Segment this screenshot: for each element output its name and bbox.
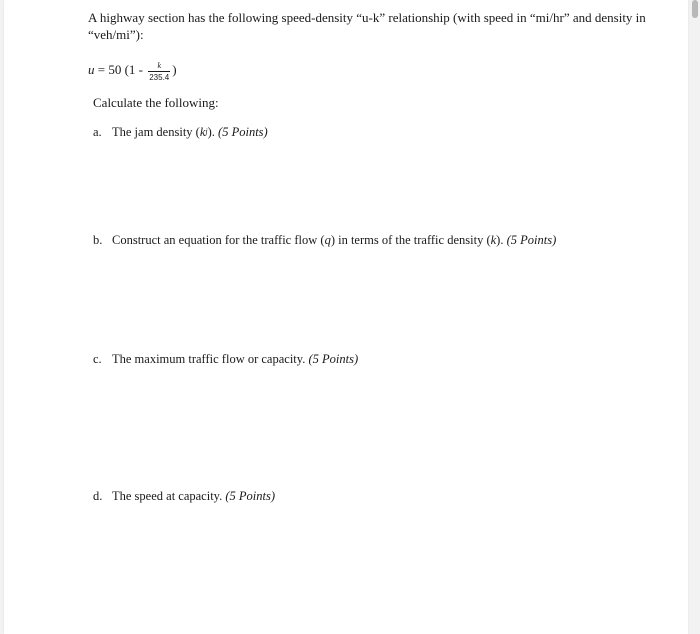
question-d [93, 488, 275, 504]
speed-density-formula [88, 55, 177, 85]
fraction-numerator: k [157, 60, 162, 70]
question-text-end: ). [496, 233, 507, 247]
question-label: d. [93, 489, 103, 503]
calc-heading: Calculate the following: [93, 95, 219, 110]
question-var: k [199, 125, 206, 139]
formula-equals: = 50 (1 - [94, 62, 147, 77]
question-var: k [490, 233, 497, 247]
problem-intro: A highway section has the following speed-density “u-k” relationship (with speed in “mi/hr” and density in “veh/mi”): [88, 10, 646, 42]
formula-close: ) [172, 62, 177, 77]
question-b [93, 232, 556, 248]
question-text: Construct an equation for the traffic flow ( [112, 233, 325, 247]
question-points: (5 Points) [506, 233, 557, 247]
question-points: (5 Points) [225, 489, 276, 503]
question-var: q [324, 233, 331, 247]
question-text: The jam density ( [112, 125, 200, 139]
scrollbar[interactable] [692, 0, 698, 18]
question-text-mid: ) in terms of the traffic density ( [330, 233, 491, 247]
formula-fraction [148, 61, 170, 82]
question-label: a. [93, 125, 102, 139]
formula-lhs: u [88, 62, 95, 77]
question-text: The maximum traffic flow or capacity. [112, 352, 309, 366]
question-subscript: j [205, 127, 208, 136]
question-points: (5 Points) [308, 352, 359, 366]
question-points: (5 Points) [218, 125, 268, 139]
question-label: c. [93, 352, 102, 366]
question-text-end: ). [207, 125, 219, 139]
question-text: The speed at capacity. [112, 489, 226, 503]
question-label: b. [93, 233, 103, 247]
question-c [93, 351, 358, 367]
fraction-denominator: 235.4 [149, 72, 170, 82]
fraction-bar [148, 71, 170, 72]
question-a [93, 124, 268, 140]
